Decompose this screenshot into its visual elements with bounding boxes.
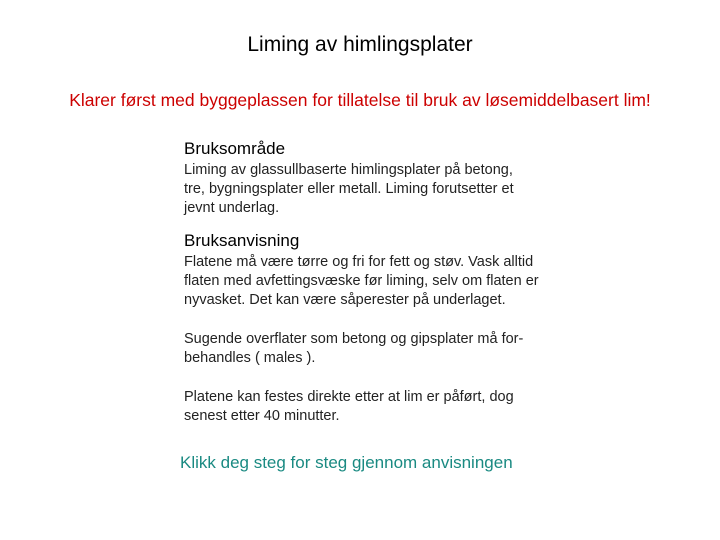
usage-line: tre, bygningsplater eller metall. Liming forutsetter et [184, 181, 514, 197]
usage-section [184, 138, 594, 218]
instructions-line: Flatene må være tørre og fri for fett og støv. Vask alltid [184, 254, 534, 270]
usage-line: jevnt underlag. [184, 200, 280, 216]
instructions-line: Sugende overflater som betong og gipsplater må for- [184, 331, 524, 347]
instructions-paragraph-cleaning [184, 253, 594, 310]
instructions-section [184, 230, 594, 426]
instructions-heading: Bruksanvisning [184, 231, 300, 250]
usage-paragraph [184, 161, 594, 218]
instructions-line: nyvasket. Det kan være såperester på underlaget. [184, 292, 506, 308]
step-by-step-link[interactable]: Klikk deg steg for steg gjennom anvisningen [180, 453, 513, 472]
content-block [184, 138, 594, 426]
instructions-paragraph-primer [184, 330, 594, 368]
instructions-line: flaten med avfettingsvæske før liming, selv om flaten er [184, 273, 539, 289]
usage-line: Liming av glassullbaserte himlingsplater på betong, [184, 162, 513, 178]
instructions-line: behandles ( males ). [184, 350, 316, 366]
warning-text: Klarer først med byggeplassen for tillatelse til bruk av løsemiddelbasert lim! [69, 90, 651, 110]
instructions-line: senest etter 40 minutter. [184, 408, 340, 424]
slide-title: Liming av himlingsplater [247, 33, 473, 56]
instructions-paragraph-timing [184, 388, 594, 426]
instructions-line: Platene kan festes direkte etter at lim er påført, dog [184, 389, 514, 405]
usage-heading: Bruksområde [184, 139, 286, 158]
